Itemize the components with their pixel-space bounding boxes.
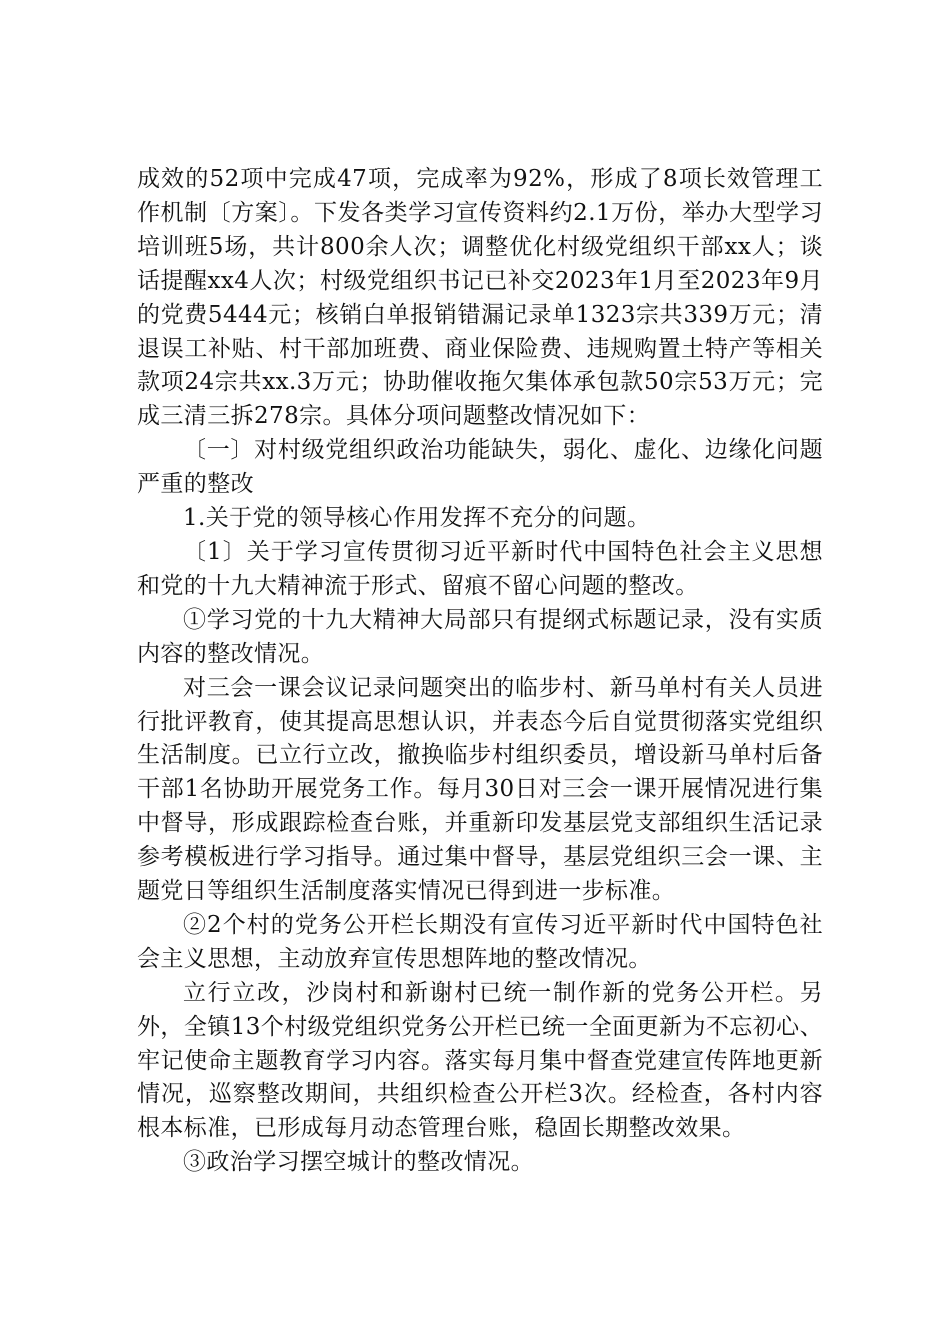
item-1: ①学习党的十九大精神大局部只有提纲式标题记录，没有实质内容的整改情况。 [137,606,823,667]
paragraph-item-1-body: 对三会一课会议记录问题突出的临步村、新马单村有关人员进行批评教育，使其提高思想认识，并表态今后自觉贯彻落实党组织生活制度。已立行立改，撤换临步村组织委员，增设新马单村后备干部1名协助开展党务工作。每月30日对三会一课开展情况进行集中督导，形成跟踪检查台账，并重新印发基层党支部组织生活记录参考模板进行学习指导。通过集中督导，基层党组织三会一课、主题党日等组织生活制度落实情况已得到进一步标准。 [137,674,823,905]
paragraph-summary: 成效的52项中完成47项，完成率为92%，形成了8项长效管理工作机制〔方案〕。下发各类学习宣传资料约2.1万份，举办大型学习培训班5场，共计800余人次；调整优化村级党组织干部xx人；谈话提醒xx4人次；村级党组织书记已补交2023年1月至2023年9月的党费5444元；核销白单报销错漏记录单1323宗共339万元；清退误工补贴、村干部加班费、商业保险费、违规购置土特产等相关款项24宗共xx.3万元；协助催收拖欠集体承包款50宗53万元；完成三清三拆278宗。具体分项问题整改情况如下： [137,166,823,430]
section-heading-1: 〔一〕对村级党组织政治功能缺失，弱化、虚化、边缘化问题严重的整改 [137,437,823,498]
subheading-1-1: 〔1〕关于学习宣传贯彻习近平新时代中国特色社会主义思想和党的十九大精神流于形式、留痕不留心问题的整改。 [137,538,823,599]
item-3: ③政治学习摆空城计的整改情况。 [183,1149,534,1176]
document-body [137,163,823,1180]
item-2: ②2个村的党务公开栏长期没有宣传习近平新时代中国特色社会主义思想，主动放弃宣传思想阵地的整改情况。 [137,911,823,972]
subheading-1: 1.关于党的领导核心作用发挥不充分的问题。 [183,505,651,532]
paragraph-item-2-body: 立行立改，沙岗村和新谢村已统一制作新的党务公开栏。另外，全镇13个村级党组织党务公开栏已统一全面更新为不忘初心、牢记使命主题教育学习内容。落实每月集中督查党建宣传阵地更新情况，巡察整改期间，共组织检查公开栏3次。经检查，各村内容根本标准，已形成每月动态管理台账，稳固长期整改效果。 [137,979,823,1142]
